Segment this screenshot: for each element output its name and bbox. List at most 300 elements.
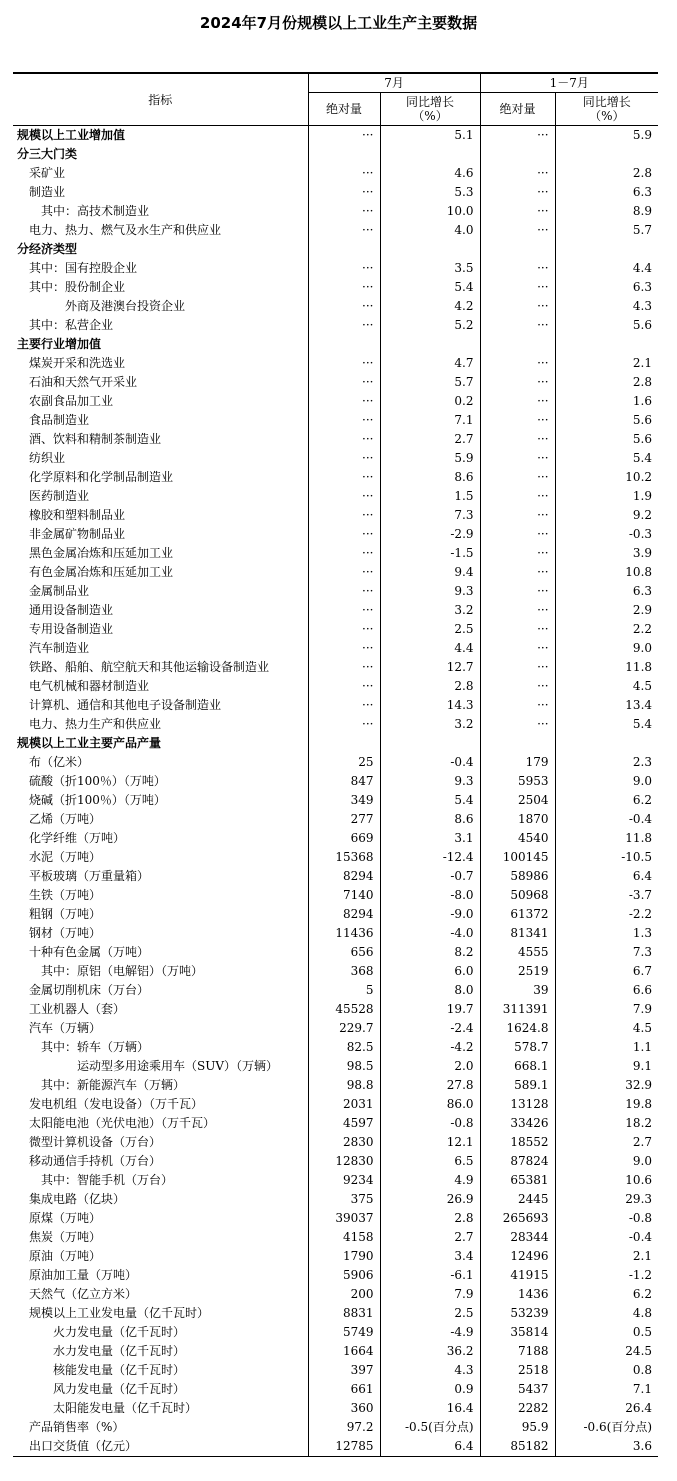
table-row	[13, 943, 658, 962]
row-label: 硫酸（折100％）（万吨）	[29, 774, 166, 788]
row-label: 金属切削机床（万台）	[29, 983, 150, 997]
table-body	[13, 126, 658, 1457]
ytd-growth-cell: 2.8	[555, 164, 658, 183]
table-row	[13, 772, 658, 791]
month-absolute-cell: 8294	[308, 867, 380, 886]
row-label: 其中：轿车（万辆）	[41, 1040, 150, 1054]
month-growth-cell: 0.2	[380, 392, 480, 411]
month-absolute-cell: ···	[308, 430, 380, 449]
month-absolute-cell: 12785	[308, 1437, 380, 1457]
ytd-growth-cell: 10.2	[555, 468, 658, 487]
month-growth-header	[380, 93, 480, 126]
ytd-absolute-cell: 53239	[480, 1304, 555, 1323]
ytd-growth-cell: -10.5	[555, 848, 658, 867]
ytd-growth-cell	[555, 734, 658, 753]
table-row	[13, 1437, 658, 1457]
ytd-growth-cell: 4.5	[555, 677, 658, 696]
ytd-growth-cell: 2.8	[555, 373, 658, 392]
ytd-absolute-cell: ···	[480, 316, 555, 335]
ytd-absolute-cell	[480, 734, 555, 753]
row-label: 其中：高技术制造业	[41, 204, 150, 218]
month-growth-cell: 3.2	[380, 715, 480, 734]
month-absolute-cell: 669	[308, 829, 380, 848]
ytd-absolute-cell: ···	[480, 506, 555, 525]
month-absolute-cell: 1790	[308, 1247, 380, 1266]
ytd-absolute-cell: 18552	[480, 1133, 555, 1152]
row-label: 粗钢（万吨）	[29, 907, 102, 921]
month-absolute-cell: ···	[308, 563, 380, 582]
month-absolute-cell	[308, 734, 380, 753]
ytd-growth-cell: 7.9	[555, 1000, 658, 1019]
table-row	[13, 1304, 658, 1323]
ytd-growth-cell	[555, 240, 658, 259]
row-label: 产品销售率（%）	[29, 1420, 125, 1434]
table-row	[13, 1228, 658, 1247]
month-absolute-cell: ···	[308, 601, 380, 620]
row-label: 分三大门类	[17, 147, 78, 161]
table-row	[13, 354, 658, 373]
month-growth-cell: 4.3	[380, 1361, 480, 1380]
row-label: 发电机组（发电设备）（万千瓦）	[29, 1097, 204, 1111]
row-label: 煤炭开采和洗选业	[29, 356, 126, 370]
ytd-growth-cell: 24.5	[555, 1342, 658, 1361]
ytd-absolute-cell: 4540	[480, 829, 555, 848]
month-absolute-cell: ···	[308, 373, 380, 392]
ytd-growth-cell: 4.5	[555, 1019, 658, 1038]
month-absolute-cell	[308, 240, 380, 259]
row-label: 非金属矿物制品业	[29, 527, 126, 541]
row-label: 汽车制造业	[29, 641, 90, 655]
ytd-absolute-cell: 58986	[480, 867, 555, 886]
ytd-absolute-cell: ···	[480, 468, 555, 487]
row-label: 通用设备制造业	[29, 603, 114, 617]
month-absolute-cell: ···	[308, 354, 380, 373]
month-growth-cell: 86.0	[380, 1095, 480, 1114]
ytd-growth-cell: 6.7	[555, 962, 658, 981]
table-row	[13, 316, 658, 335]
table-row	[13, 905, 658, 924]
row-label: 核能发电量（亿千瓦时）	[53, 1363, 186, 1377]
month-growth-cell: 2.7	[380, 430, 480, 449]
month-growth-cell	[380, 734, 480, 753]
ytd-growth-cell: 19.8	[555, 1095, 658, 1114]
table-row	[13, 1114, 658, 1133]
month-growth-cell: 1.5	[380, 487, 480, 506]
ytd-absolute-cell: ···	[480, 449, 555, 468]
growth-label: 同比增长	[406, 95, 455, 109]
month-growth-cell: -4.2	[380, 1038, 480, 1057]
month-growth-cell: -0.4	[380, 753, 480, 772]
table-row	[13, 734, 658, 753]
ytd-absolute-cell: ···	[480, 525, 555, 544]
month-absolute-cell: ···	[308, 525, 380, 544]
month-growth-cell: 3.2	[380, 601, 480, 620]
month-growth-cell: -12.4	[380, 848, 480, 867]
ytd-absolute-cell: ···	[480, 582, 555, 601]
month-absolute-cell: ···	[308, 639, 380, 658]
ytd-growth-cell: 6.4	[555, 867, 658, 886]
row-label: 电力、热力、燃气及水生产和供应业	[29, 223, 222, 237]
month-growth-cell: 4.6	[380, 164, 480, 183]
ytd-growth-cell: 18.2	[555, 1114, 658, 1133]
ytd-absolute-cell: ···	[480, 278, 555, 297]
month-growth-cell: 2.7	[380, 1228, 480, 1247]
ytd-growth-cell: 9.0	[555, 639, 658, 658]
month-absolute-cell: ···	[308, 715, 380, 734]
month-growth-cell: 27.8	[380, 1076, 480, 1095]
month-growth-cell: 26.9	[380, 1190, 480, 1209]
month-growth-cell: 4.2	[380, 297, 480, 316]
ytd-absolute-cell: 5437	[480, 1380, 555, 1399]
month-absolute-cell	[308, 145, 380, 164]
table-row	[13, 1133, 658, 1152]
ytd-absolute-cell: 2282	[480, 1399, 555, 1418]
month-growth-cell: 5.4	[380, 278, 480, 297]
ytd-growth-cell: 5.6	[555, 430, 658, 449]
ytd-absolute-cell: ···	[480, 373, 555, 392]
ytd-growth-cell: 6.3	[555, 582, 658, 601]
month-growth-cell: 12.7	[380, 658, 480, 677]
ytd-growth-cell: 4.3	[555, 297, 658, 316]
month-absolute-cell: ···	[308, 506, 380, 525]
row-label: 石油和天然气开采业	[29, 375, 138, 389]
ytd-growth-cell: 6.3	[555, 278, 658, 297]
row-label: 其中：新能源汽车（万辆）	[41, 1078, 186, 1092]
month-growth-cell: 16.4	[380, 1399, 480, 1418]
row-label: 医药制造业	[29, 489, 90, 503]
ytd-growth-cell: 4.8	[555, 1304, 658, 1323]
month-growth-cell: 5.2	[380, 316, 480, 335]
month-growth-cell: 8.0	[380, 981, 480, 1000]
table-row	[13, 430, 658, 449]
month-absolute-cell: 4158	[308, 1228, 380, 1247]
table-row	[13, 1380, 658, 1399]
ytd-absolute-cell: ···	[480, 411, 555, 430]
month-growth-cell: -4.0	[380, 924, 480, 943]
month-absolute-cell	[308, 335, 380, 354]
indicator-header: 指标	[13, 73, 308, 126]
ytd-absolute-cell: 578.7	[480, 1038, 555, 1057]
month-absolute-cell: ···	[308, 316, 380, 335]
month-absolute-cell: ···	[308, 297, 380, 316]
row-label: 天然气（亿立方米）	[29, 1287, 138, 1301]
table-row	[13, 601, 658, 620]
month-growth-cell: 0.9	[380, 1380, 480, 1399]
table-row	[13, 544, 658, 563]
table-row	[13, 221, 658, 240]
month-absolute-cell: ···	[308, 183, 380, 202]
ytd-growth-cell: 10.8	[555, 563, 658, 582]
table-row	[13, 373, 658, 392]
row-label: 主要行业增加值	[17, 337, 102, 351]
ytd-absolute-cell: ···	[480, 430, 555, 449]
month-growth-cell: 2.5	[380, 1304, 480, 1323]
table-row	[13, 620, 658, 639]
month-growth-cell: -1.5	[380, 544, 480, 563]
ytd-growth-cell: 3.6	[555, 1437, 658, 1457]
month-absolute-cell: ···	[308, 620, 380, 639]
month-absolute-cell: 397	[308, 1361, 380, 1380]
growth-unit: （%）	[589, 109, 625, 123]
month-absolute-cell: ···	[308, 221, 380, 240]
row-label: 十种有色金属（万吨）	[29, 945, 150, 959]
month-absolute-cell: ···	[308, 164, 380, 183]
ytd-absolute-header: 绝对量	[480, 93, 555, 126]
month-growth-cell: 14.3	[380, 696, 480, 715]
month-growth-cell: 9.3	[380, 582, 480, 601]
month-absolute-cell: 25	[308, 753, 380, 772]
month-absolute-cell: ···	[308, 658, 380, 677]
ytd-absolute-cell: 95.9	[480, 1418, 555, 1437]
row-label: 采矿业	[29, 166, 66, 180]
month-growth-cell: 6.4	[380, 1437, 480, 1457]
month-absolute-cell: ···	[308, 202, 380, 221]
ytd-growth-cell: 2.9	[555, 601, 658, 620]
row-label: 焦炭（万吨）	[29, 1230, 102, 1244]
month-absolute-cell: 5749	[308, 1323, 380, 1342]
month-growth-cell: 3.5	[380, 259, 480, 278]
ytd-absolute-cell: ···	[480, 487, 555, 506]
ytd-absolute-cell: ···	[480, 658, 555, 677]
table-row	[13, 1209, 658, 1228]
row-label: 黑色金属冶炼和压延加工业	[29, 546, 174, 560]
row-label: 食品制造业	[29, 413, 90, 427]
row-label: 其中：国有控股企业	[29, 261, 138, 275]
month-growth-cell: 5.4	[380, 791, 480, 810]
month-absolute-cell: 375	[308, 1190, 380, 1209]
month-growth-cell: 5.9	[380, 449, 480, 468]
row-label: 规模以上工业发电量（亿千瓦时）	[29, 1306, 210, 1320]
ytd-growth-cell: 5.6	[555, 411, 658, 430]
ytd-growth-cell: 11.8	[555, 829, 658, 848]
row-label: 铁路、船舶、航空航天和其他运输设备制造业	[29, 660, 270, 674]
row-label: 运动型多用途乘用车（SUV）（万辆）	[77, 1059, 279, 1073]
ytd-absolute-cell: ···	[480, 639, 555, 658]
ytd-growth-cell: -1.2	[555, 1266, 658, 1285]
table-row	[13, 449, 658, 468]
month-growth-cell: 4.7	[380, 354, 480, 373]
ytd-growth-cell: -0.3	[555, 525, 658, 544]
table-row	[13, 715, 658, 734]
table-row	[13, 1076, 658, 1095]
ytd-growth-cell: 2.2	[555, 620, 658, 639]
month-growth-cell: -8.0	[380, 886, 480, 905]
ytd-growth-cell: -0.4	[555, 810, 658, 829]
month-absolute-cell: 15368	[308, 848, 380, 867]
table-row	[13, 335, 658, 354]
month-absolute-cell: 277	[308, 810, 380, 829]
table-row	[13, 582, 658, 601]
row-label: 平板玻璃（万重量箱）	[29, 869, 150, 883]
ytd-absolute-cell: ···	[480, 696, 555, 715]
table-row	[13, 848, 658, 867]
ytd-absolute-cell: ···	[480, 202, 555, 221]
month-growth-cell: -0.5(百分点)	[380, 1418, 480, 1437]
ytd-absolute-cell: 1436	[480, 1285, 555, 1304]
ytd-growth-cell: 26.4	[555, 1399, 658, 1418]
ytd-growth-cell	[555, 145, 658, 164]
month-absolute-cell: 7140	[308, 886, 380, 905]
table-row	[13, 1323, 658, 1342]
ytd-growth-cell: -0.4	[555, 1228, 658, 1247]
ytd-growth-cell: 7.3	[555, 943, 658, 962]
table-row	[13, 753, 658, 772]
table-header	[13, 73, 658, 126]
row-label: 电气机械和器材制造业	[29, 679, 150, 693]
month-absolute-cell: 5	[308, 981, 380, 1000]
month-growth-cell: 4.0	[380, 221, 480, 240]
month-growth-cell: 5.1	[380, 126, 480, 146]
month-growth-cell: 19.7	[380, 1000, 480, 1019]
month-growth-cell: 2.5	[380, 620, 480, 639]
row-label: 分经济类型	[17, 242, 78, 256]
ytd-absolute-cell: ···	[480, 620, 555, 639]
table-row	[13, 924, 658, 943]
ytd-growth-cell: 0.8	[555, 1361, 658, 1380]
month-growth-cell: 3.1	[380, 829, 480, 848]
ytd-absolute-cell: 179	[480, 753, 555, 772]
row-label: 集成电路（亿块）	[29, 1192, 126, 1206]
month-growth-cell: 4.9	[380, 1171, 480, 1190]
table-row	[13, 791, 658, 810]
ytd-growth-cell: 9.0	[555, 772, 658, 791]
table-row	[13, 1285, 658, 1304]
month-growth-cell: 7.1	[380, 411, 480, 430]
row-label: 橡胶和塑料制品业	[29, 508, 126, 522]
growth-unit: （%）	[412, 109, 448, 123]
ytd-growth-cell: -3.7	[555, 886, 658, 905]
month-absolute-cell: ···	[308, 696, 380, 715]
month-absolute-cell: 5906	[308, 1266, 380, 1285]
ytd-absolute-cell: ···	[480, 715, 555, 734]
ytd-growth-cell: 2.3	[555, 753, 658, 772]
ytd-growth-cell: 11.8	[555, 658, 658, 677]
ytd-growth-cell: -2.2	[555, 905, 658, 924]
row-label: 风力发电量（亿千瓦时）	[53, 1382, 186, 1396]
month-growth-cell	[380, 145, 480, 164]
ytd-absolute-cell: 100145	[480, 848, 555, 867]
month-absolute-cell: ···	[308, 544, 380, 563]
month-growth-cell: 2.8	[380, 677, 480, 696]
row-label: 计算机、通信和其他电子设备制造业	[29, 698, 222, 712]
ytd-absolute-cell: 13128	[480, 1095, 555, 1114]
ytd-growth-cell: 5.4	[555, 449, 658, 468]
table-row	[13, 411, 658, 430]
row-label: 水力发电量（亿千瓦时）	[53, 1344, 186, 1358]
month-absolute-cell: 45528	[308, 1000, 380, 1019]
page-title: 2024年7月份规模以上工业生产主要数据	[199, 14, 478, 32]
ytd-growth-cell: 9.0	[555, 1152, 658, 1171]
month-growth-cell: 7.9	[380, 1285, 480, 1304]
ytd-growth-cell: 7.1	[555, 1380, 658, 1399]
month-absolute-cell: ···	[308, 126, 380, 146]
ytd-absolute-cell: 35814	[480, 1323, 555, 1342]
ytd-absolute-cell: 311391	[480, 1000, 555, 1019]
ytd-absolute-cell: 1870	[480, 810, 555, 829]
ytd-growth-cell: 5.4	[555, 715, 658, 734]
ytd-growth-cell: 1.3	[555, 924, 658, 943]
table-row	[13, 240, 658, 259]
ytd-absolute-cell: ···	[480, 259, 555, 278]
ytd-absolute-cell: 28344	[480, 1228, 555, 1247]
ytd-growth-cell: 5.7	[555, 221, 658, 240]
ytd-absolute-cell: 2519	[480, 962, 555, 981]
ytd-growth-cell: 2.1	[555, 354, 658, 373]
row-label: 火力发电量（亿千瓦时）	[53, 1325, 186, 1339]
month-growth-cell: 8.6	[380, 810, 480, 829]
table-row	[13, 886, 658, 905]
ytd-growth-cell: 32.9	[555, 1076, 658, 1095]
ytd-absolute-cell: ···	[480, 221, 555, 240]
month-growth-cell: 2.8	[380, 1209, 480, 1228]
ytd-absolute-cell: ···	[480, 297, 555, 316]
ytd-absolute-cell: 61372	[480, 905, 555, 924]
ytd-absolute-cell	[480, 335, 555, 354]
month-growth-cell: 9.4	[380, 563, 480, 582]
ytd-absolute-cell: 50968	[480, 886, 555, 905]
ytd-absolute-cell: 41915	[480, 1266, 555, 1285]
month-absolute-cell: 847	[308, 772, 380, 791]
row-label: 太阳能发电量（亿千瓦时）	[53, 1401, 198, 1415]
row-label: 有色金属冶炼和压延加工业	[29, 565, 174, 579]
table-row	[13, 563, 658, 582]
table-row	[13, 487, 658, 506]
month-absolute-cell: ···	[308, 278, 380, 297]
ytd-absolute-cell	[480, 145, 555, 164]
table-row	[13, 1342, 658, 1361]
table-row	[13, 1399, 658, 1418]
row-label: 出口交货值（亿元）	[13, 1437, 308, 1457]
ytd-growth-cell	[555, 335, 658, 354]
month-absolute-cell: 200	[308, 1285, 380, 1304]
ytd-growth-cell: 6.6	[555, 981, 658, 1000]
month-absolute-cell: 349	[308, 791, 380, 810]
table-row	[13, 1247, 658, 1266]
ytd-absolute-cell: 2504	[480, 791, 555, 810]
month-growth-cell: -4.9	[380, 1323, 480, 1342]
row-label: 制造业	[29, 185, 66, 199]
month-absolute-cell: ···	[308, 392, 380, 411]
table-row	[13, 962, 658, 981]
row-label: 化学原料和化学制品制造业	[29, 470, 174, 484]
month-absolute-cell: ···	[308, 411, 380, 430]
row-label: 其中：私营企业	[29, 318, 114, 332]
ytd-growth-cell: 8.9	[555, 202, 658, 221]
month-absolute-cell: 4597	[308, 1114, 380, 1133]
table-row	[13, 506, 658, 525]
ytd-absolute-cell: 85182	[480, 1437, 555, 1457]
month-absolute-cell: 8831	[308, 1304, 380, 1323]
ytd-growth-cell: 6.2	[555, 1285, 658, 1304]
ytd-growth-cell: 2.1	[555, 1247, 658, 1266]
table-row	[13, 202, 658, 221]
table-row	[13, 468, 658, 487]
row-label: 乙烯（万吨）	[29, 812, 102, 826]
ytd-absolute-cell: 4555	[480, 943, 555, 962]
month-absolute-cell: 98.8	[308, 1076, 380, 1095]
month-growth-cell: 5.3	[380, 183, 480, 202]
month-growth-cell: 36.2	[380, 1342, 480, 1361]
month-growth-cell	[380, 335, 480, 354]
row-label: 钢材（万吨）	[29, 926, 102, 940]
ytd-growth-cell: 10.6	[555, 1171, 658, 1190]
month-absolute-cell: ···	[308, 487, 380, 506]
table-row	[13, 981, 658, 1000]
month-growth-cell: -9.0	[380, 905, 480, 924]
ytd-absolute-cell: ···	[480, 601, 555, 620]
month-growth-cell: 8.6	[380, 468, 480, 487]
row-label: 布（亿米）	[29, 755, 90, 769]
